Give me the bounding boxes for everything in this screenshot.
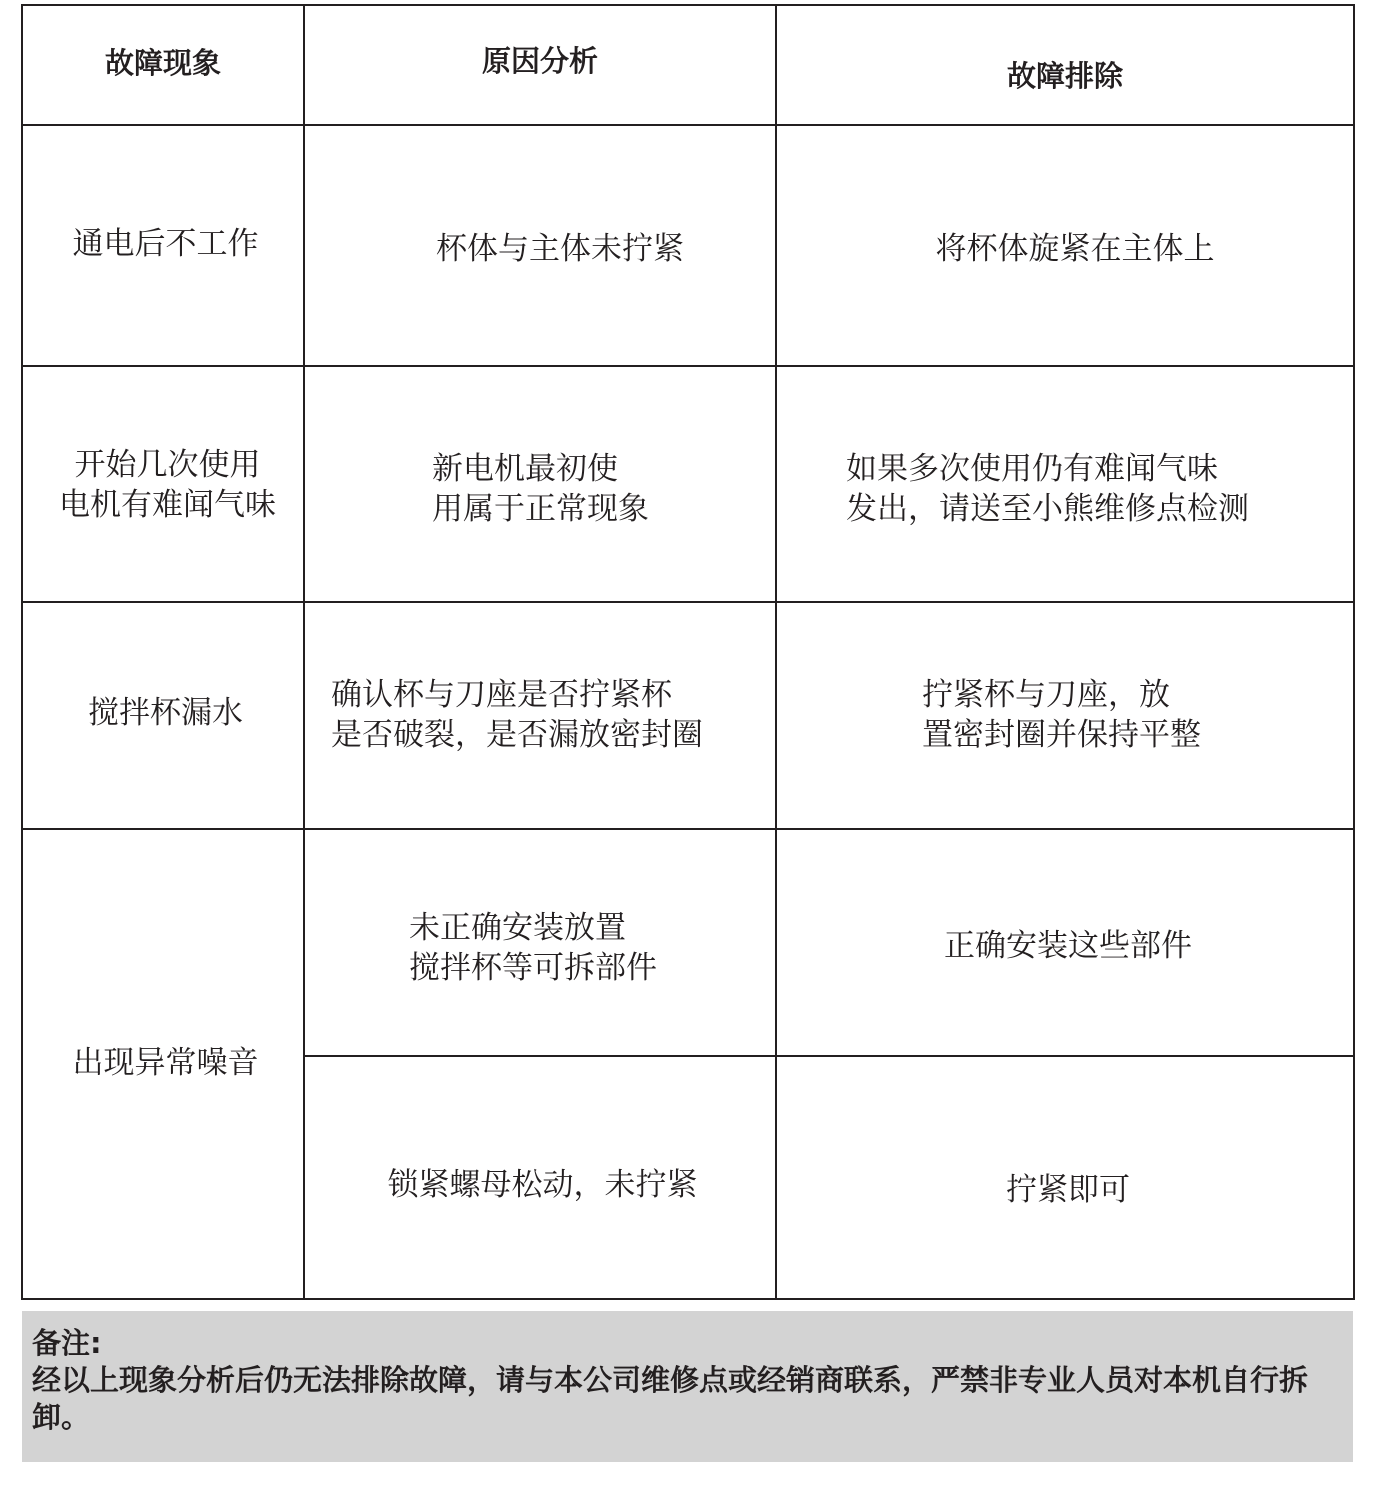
row3-solution: 拧紧杯与刀座，放 置密封圈并保持平整 (922, 677, 1201, 753)
table-rule (21, 365, 1355, 367)
table-rule (21, 601, 1355, 603)
row2-cause: 新电机最初使 用属于正常现象 (432, 451, 649, 527)
row4b-cause: 锁紧螺母松动，未拧紧 (387, 1167, 698, 1203)
row3-symptom: 搅拌杯漏水 (88, 695, 243, 731)
row4-symptom: 出现异常噪音 (72, 1045, 259, 1081)
row3-cause: 确认杯与刀座是否拧紧杯 是否破裂，是否漏放密封圈 (331, 677, 703, 753)
row4a-solution: 正确安装这些部件 (944, 928, 1192, 964)
table-rule (21, 124, 1355, 126)
row1-solution: 将杯体旋紧在主体上 (935, 231, 1215, 267)
remark-title: 备注: (32, 1326, 102, 1360)
header-solution: 故障排除 (1006, 59, 1123, 93)
row1-symptom: 通电后不工作 (72, 226, 259, 262)
row2-symptom: 开始几次使用 电机有难闻气味 (59, 447, 276, 523)
table-border-right (1353, 4, 1355, 1300)
table-rule (303, 4, 305, 1300)
table-border-bottom (21, 1298, 1355, 1300)
header-cause: 原因分析 (481, 44, 598, 78)
table-rule (304, 1055, 1355, 1057)
table-border-top (21, 4, 1355, 6)
header-symptom: 故障现象 (104, 46, 221, 80)
table-rule (775, 4, 777, 1300)
row1-cause: 杯体与主体未拧紧 (436, 231, 684, 267)
row4b-solution: 拧紧即可 (1006, 1172, 1130, 1208)
row4a-cause: 未正确安装放置 搅拌杯等可拆部件 (409, 910, 657, 986)
table-border-left (21, 4, 23, 1300)
remark-text: 经以上现象分析后仍无法排除故障，请与本公司维修点或经销商联系，严禁非专业人员对本机自行拆卸。 (32, 1363, 1309, 1434)
row2-solution: 如果多次使用仍有难闻气味 发出，请送至小熊维修点检测 (846, 451, 1249, 527)
remark-box (22, 1311, 1353, 1462)
table-rule (21, 828, 1355, 830)
